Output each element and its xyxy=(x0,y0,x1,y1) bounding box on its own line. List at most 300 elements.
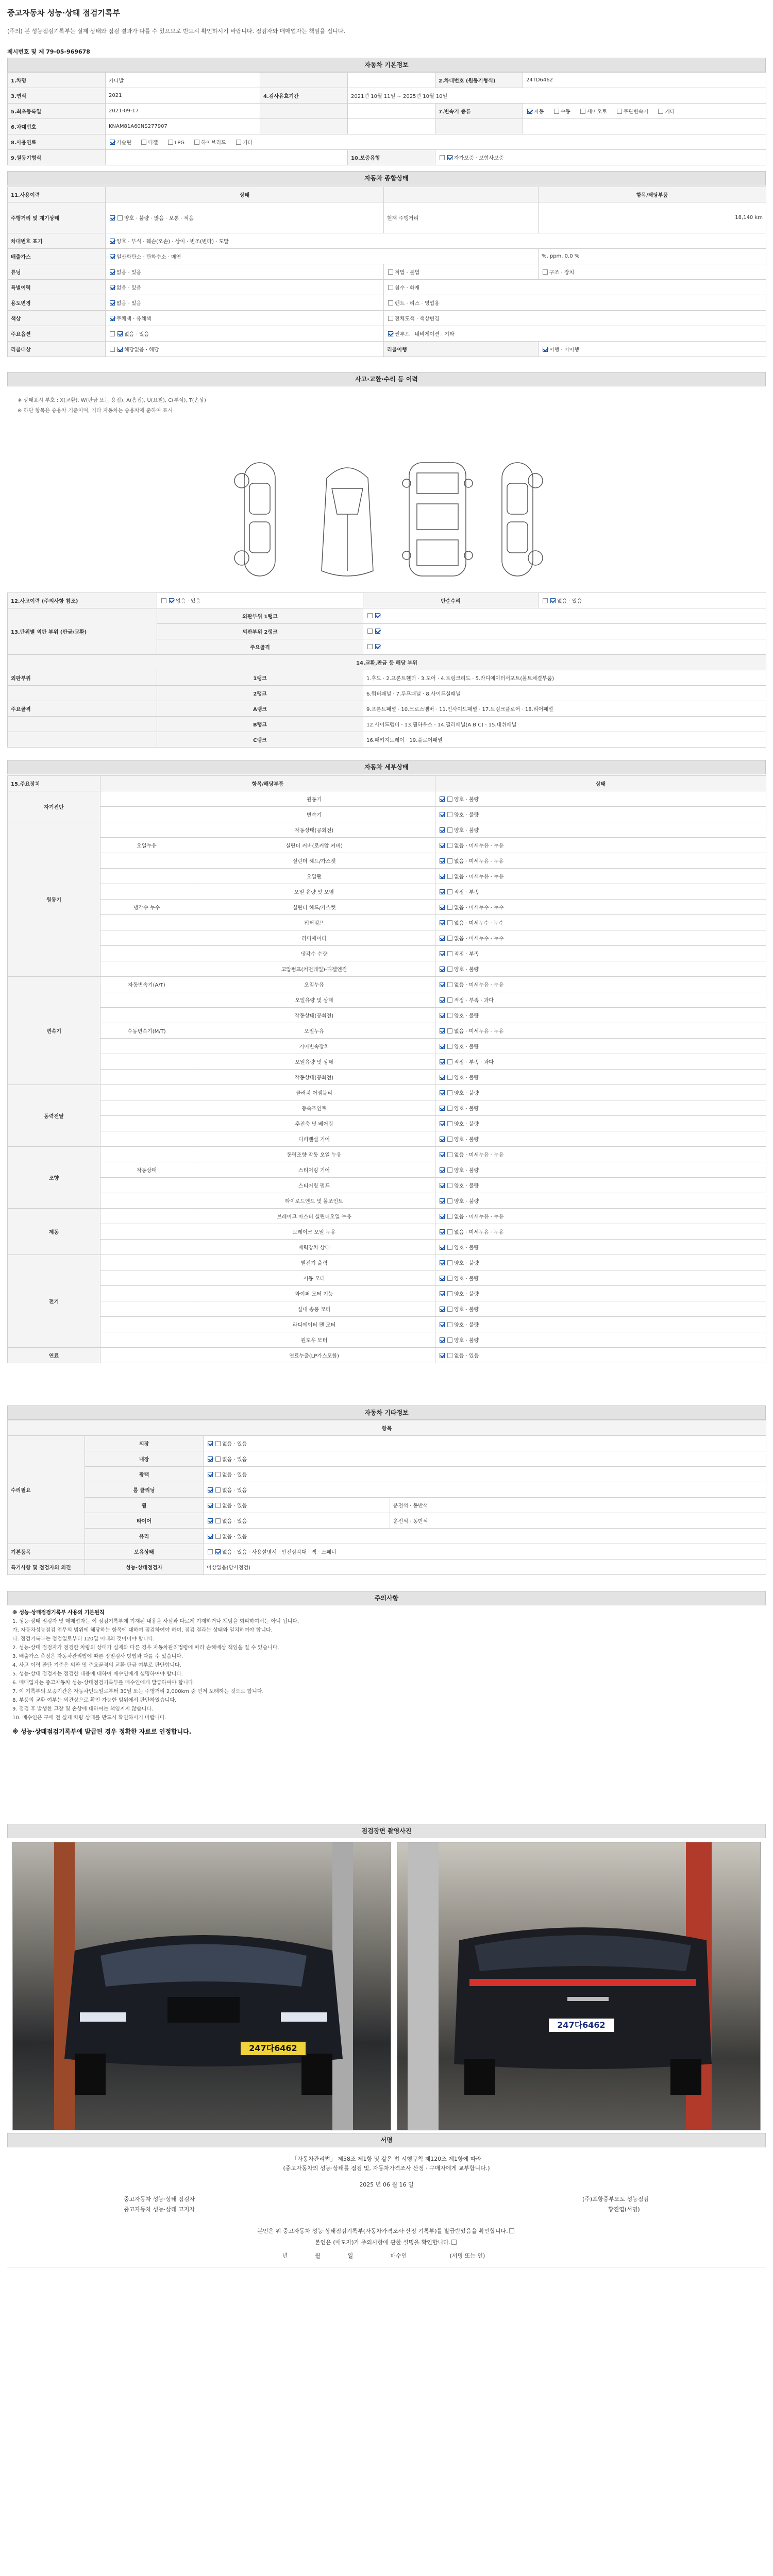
checkbox[interactable] xyxy=(554,109,559,114)
detail-item-label: 오일 유량 및 오염 xyxy=(193,884,435,900)
caution-list: ※ 성능·상태점검기록부 사용의 기본원칙 1. 성능·상태 점검자 및 매매업자는 이 점검기록부에 기재된 내용을 사실과 다르게 기재하거나 책임을 회피하여서는 아니 됩니다. 가. 자동차성능점검 업무의 범위에 해당하는 항목에 대하여 점검하여야 하며, 점검 결과는 상태와 일치하여야 합니다. 나. 점검기록부는 점검일로부터 120일 이내의 것이어야 합니다. 2. 성능·상태 점검자가 점검한 차량의 상태가 실제와 다른 경우 자동차관리법령에 따라 손해배상 책임을 질 수 있습니다. 3. 배출가스 측정은 자동차관리법에 따른 정밀검사 방법과 다를 수 있습니다. 4. 사고 이력 판단 기준은 외판 및 주요골격의 교환·판금 여부로 판단합니다. 5. 성능·상태 점검자는 점검한 내용에 대하여 매수인에게 설명하여야 합니다. 6. 매매업자는 중고자동차 성능·상태점검기록부를 매수인에게 발급하여야 합니다. 7. 이 기록부의 보증기간은 자동차인도일로부터 30일 또는 주행거리 2,000km 중 먼저 도래하는 것으로 합니다. 8. 부품의 교환 여부는 외관상으로 확인 가능한 범위에서 판단하였습니다. 9. 점검 후 발생한 고장 및 손상에 대하여는 책임지지 않습니다. 10. 매수인은 구매 전 실제 차량 상태를 반드시 확인하시기 바랍니다. ※ 성능·상태점검기록부에 발급된 경우 정확한 자료로 인정합니다. xyxy=(12,1610,299,1735)
checkbox[interactable] xyxy=(447,1291,452,1296)
checkbox-checked[interactable] xyxy=(440,997,445,1003)
document-title: 중고자동차 성능·상태 점검기록부 xyxy=(7,8,121,18)
detail-sub-label xyxy=(100,853,193,869)
checkbox-checked[interactable] xyxy=(440,858,445,863)
checkbox-checked[interactable] xyxy=(440,1291,445,1296)
label-inspection-period: 4.검사유효기간 xyxy=(260,88,348,104)
detail-sub-label xyxy=(100,869,193,884)
checkbox[interactable] xyxy=(447,1152,452,1157)
label-year: 3.연식 xyxy=(8,88,106,104)
detail-row xyxy=(8,915,766,930)
detail-sub-label xyxy=(100,1008,193,1023)
checkbox-checked[interactable] xyxy=(440,1307,445,1312)
detail-row xyxy=(8,1209,766,1224)
detail-group-label: 자기진단 xyxy=(8,791,100,822)
detail-item-state: 양호 · 불량 xyxy=(435,1286,766,1301)
detail-item-label: 실내 송풍 모터 xyxy=(193,1301,435,1317)
detail-item-label: 오일유량 및 상태 xyxy=(193,992,435,1008)
detail-item-label: 실린더 헤드/가스켓 xyxy=(193,900,435,915)
section-photos-title: 점검장면 촬영사진 xyxy=(7,1824,766,1838)
detail-row xyxy=(8,1039,766,1054)
car-interior-icon xyxy=(402,463,473,576)
detail-item-state: 양호 · 불량 xyxy=(435,1255,766,1270)
checkbox[interactable] xyxy=(447,827,452,833)
detail-sub-label xyxy=(100,1240,193,1255)
detail-item-label: 시동 모터 xyxy=(193,1270,435,1286)
value-warranty: 자가보증 · 보험사보증 xyxy=(435,150,766,165)
detail-sub-label xyxy=(100,1116,193,1131)
detail-item-state: 양호 · 불량 xyxy=(435,1070,766,1085)
checkbox[interactable] xyxy=(447,1013,452,1018)
rear-license-plate: 247다6462 xyxy=(548,2018,615,2033)
checkbox-checked[interactable] xyxy=(440,967,445,972)
label-recall: 리콜대상 xyxy=(8,342,106,357)
checkbox[interactable] xyxy=(447,1059,452,1064)
label-first-reg: 5.최초등록일 xyxy=(8,104,106,119)
detail-item-label: 변속기 xyxy=(193,807,435,822)
sign-confirm-1: 본인은 위 중고자동차 성능·상태점검기록부(자동차가격조사·산정 기록부)를 발급받았음을 확인합니다. xyxy=(0,2227,773,2235)
detail-item-label: 배력장치 상태 xyxy=(193,1240,435,1255)
value-first-reg: 2021-09-17 xyxy=(106,104,260,119)
detail-group-label: 제동 xyxy=(8,1209,100,1255)
label-engine-type: 9.원동기형식 xyxy=(8,150,106,165)
checkbox-checked[interactable] xyxy=(440,920,445,925)
checkbox[interactable] xyxy=(447,951,452,956)
overall-head-2: 상태 xyxy=(106,187,384,202)
section-other-title: 자동차 기타정보 xyxy=(7,1405,766,1420)
detail-item-state: 없음 · 미세누유 · 누유 xyxy=(435,838,766,853)
detail-row xyxy=(8,1301,766,1317)
checkbox-checked[interactable] xyxy=(440,874,445,879)
detail-item-state: 양호 · 불량 xyxy=(435,807,766,822)
detail-row xyxy=(8,791,766,807)
checkbox-checked[interactable] xyxy=(440,1198,445,1204)
detail-sub-label xyxy=(100,1054,193,1070)
detail-row xyxy=(8,1332,766,1348)
detail-sub-label xyxy=(100,1317,193,1332)
detail-group-label: 조향 xyxy=(8,1147,100,1209)
checkbox-checked[interactable] xyxy=(440,1059,445,1064)
label-color: 색상 xyxy=(8,311,106,326)
section-caution-title: 주의사항 xyxy=(7,1591,766,1605)
detail-sub-label: 작동상태 xyxy=(100,1162,193,1178)
detail-item-label: 워터펌프 xyxy=(193,915,435,930)
detail-item-label: 고압펌프(커먼레일)-디젤엔진 xyxy=(193,961,435,977)
checkbox[interactable] xyxy=(141,140,146,145)
detail-row xyxy=(8,1147,766,1162)
detail-row xyxy=(8,977,766,992)
checkbox[interactable] xyxy=(447,812,452,817)
car-top-front-icon xyxy=(322,468,373,576)
detail-item-state: 양호 · 불량 xyxy=(435,1301,766,1317)
detail-sub-label xyxy=(100,961,193,977)
detail-sub-label xyxy=(100,1100,193,1116)
detail-item-label: 오일팬 xyxy=(193,869,435,884)
detail-item-state: 없음 · 미세누수 · 누수 xyxy=(435,900,766,915)
front-photo xyxy=(12,1842,391,2130)
detail-sub-label xyxy=(100,1131,193,1147)
detail-item-state: 없음 · 미세누수 · 누수 xyxy=(435,930,766,946)
checkbox[interactable] xyxy=(580,109,585,114)
value-year: 2021 xyxy=(106,88,260,104)
detail-item-state: 양호 · 불량 xyxy=(435,1131,766,1147)
detail-row xyxy=(8,853,766,869)
detail-sub-label xyxy=(100,1286,193,1301)
detail-group-label: 변속기 xyxy=(8,977,100,1085)
checkbox-checked[interactable] xyxy=(440,1229,445,1234)
label-options: 주요옵션 xyxy=(8,326,106,342)
checkbox-checked[interactable] xyxy=(440,1322,445,1327)
checkbox-checked[interactable] xyxy=(440,951,445,956)
value-engine-no: 24TD6462 xyxy=(523,73,766,88)
label-fuel: 8.사용연료 xyxy=(8,134,106,150)
detail-item-label: 브레이크 마스터 실린더오일 누유 xyxy=(193,1209,435,1224)
detail-item-state: 없음 · 미세누유 · 누유 xyxy=(435,1209,766,1224)
detail-sub-label xyxy=(100,946,193,961)
detail-item-label: 타이로드엔드 및 볼조인트 xyxy=(193,1193,435,1209)
label-tuning: 튜닝 xyxy=(8,264,106,280)
confirm-checkbox[interactable] xyxy=(509,2228,514,2233)
front-license-plate: 247다6462 xyxy=(240,2041,307,2056)
checkbox-checked[interactable] xyxy=(440,1183,445,1188)
checkbox[interactable] xyxy=(447,920,452,925)
checkbox-checked[interactable] xyxy=(440,1137,445,1142)
detail-item-state: 없음 · 있음 xyxy=(435,1348,766,1363)
detail-item-state: 양호 · 불량 xyxy=(435,1116,766,1131)
detail-table-wrap xyxy=(7,775,766,1363)
checkbox-checked[interactable] xyxy=(527,109,532,114)
sign-notifier-label: 중고자동차 성능·상태 고지자 xyxy=(124,2206,195,2213)
checkbox[interactable] xyxy=(447,1214,452,1219)
detail-sub-label xyxy=(100,1039,193,1054)
checkbox[interactable] xyxy=(447,1353,452,1358)
checkbox[interactable] xyxy=(658,109,663,114)
checkbox-checked[interactable] xyxy=(440,1013,445,1018)
section-detail-title: 자동차 세부상태 xyxy=(7,760,766,774)
detail-item-state: 양호 · 불량 xyxy=(435,1085,766,1100)
checkbox-checked[interactable] xyxy=(440,796,445,802)
doc-no-value: 제 79-05-969678 xyxy=(38,48,90,55)
detail-state-table: 15.주요장치 항목/해당부품 상태 자기진단 원동기 양호 · 불량 변속기 양호 · 불량 원동기 작동상태(공회전) 양호 · 불량 오일누유 실린더 커버(로커암 커버) 없음 · 미세누유 · 누유 실린더 헤드/가스켓 없음 · 미세누유 · 누유 오일팬 없음 · 미세누유 · 누유 오일 유량 및 오염 적정 · 부족 냉각수 누수 실린더 헤드/가스켓 없음 · 미세누수 · 누수 워터펌프 없음 · 미세누수 · 누수 라디에이터 없음 · 미세누수 · 누수 냉각수 수량 적정 · 부족 고압펌프(커먼레일)-디젤엔진 양호 · 불량 변속기 자동변속기(A/T) 오일누유 없음 · 미세누유 · 누유 오일유량 및 상태 적정 · 부족 · 과다 작동상태(공회전) 양호 · 불량 수동변속기(M/T) 오일누유 없음 · 미세누유 · 누유 기어변속장치 양호 · 불량 오일유량 및 상태 적정 · 부족 · 과다 작동상태(공회전) 양호 · 불량 동력전달 클러치 어셈블리 양호 · 불량 등속조인트 양호 · 불량 추진축 및 베어링 양호 · 불량 디퍼렌셜 기어 양호 · 불량 조향 동력조향 작동 오일 누유 없음 · 미세누유 · 누유 작동상태 스티어링 기어 양호 · 불량 스티어링 펌프 양호 · 불량 타이로드엔드 및 볼조인트 양호 · 불량 제동 브레이크 마스터 실린더오일 누유 없음 · 미세누유 · 누유 브레이크 오일 누유 없음 · 미세누유 · 누유 배력장치 상태 양호 · 불량 전기 발전기 출력 양호 · 불량 시동 모터 양호 · 불량 와이퍼 모터 기능 양호 · 불량 실내 송풍 모터 양호 · 불량 라디에이터 팬 모터 양호 · 불량 윈도우 모터 양호 · 불량 연료 연료누출(LP가스포함) 없음 · 있음 xyxy=(7,775,766,1363)
detail-row xyxy=(8,992,766,1008)
detail-group-label: 원동기 xyxy=(8,822,100,977)
detail-item-label: 오일누유 xyxy=(193,1023,435,1039)
checkbox-checked[interactable] xyxy=(440,1214,445,1219)
detail-item-label: 발전기 출력 xyxy=(193,1255,435,1270)
detail-item-state: 없음 · 미세누유 · 누유 xyxy=(435,1224,766,1240)
doc-no-label: 제시번호 및 xyxy=(7,48,37,55)
detail-row xyxy=(8,946,766,961)
detail-row xyxy=(8,1100,766,1116)
front-car-image xyxy=(13,1842,391,2130)
checkbox[interactable] xyxy=(447,905,452,910)
detail-item-label: 와이퍼 모터 기능 xyxy=(193,1286,435,1301)
sign-confirm-2: 본인은 (매도자)가 주의사항에 관한 설명을 확인합니다. xyxy=(0,2238,773,2246)
label-mileage: 주행거리 및 계기상태 xyxy=(8,202,106,233)
checkbox-checked[interactable] xyxy=(440,843,445,848)
detail-item-state: 적정 · 부족 xyxy=(435,884,766,900)
checkbox[interactable] xyxy=(447,874,452,879)
detail-item-label: 윈도우 모터 xyxy=(193,1332,435,1348)
detail-row xyxy=(8,1054,766,1070)
label-special-history: 특별이력 xyxy=(8,280,106,295)
detail-item-state: 양호 · 불량 xyxy=(435,1162,766,1178)
accident-legend-2: ※ 하단 항목은 승용차 기준이며, 기타 자동차는 승용차에 준하여 표시 xyxy=(18,408,173,414)
detail-row xyxy=(8,1085,766,1100)
checkbox[interactable] xyxy=(194,140,199,145)
detail-sub-label xyxy=(100,1070,193,1085)
overall-head-1: 11.사용이력 xyxy=(8,187,106,202)
checkbox-checked[interactable] xyxy=(440,982,445,987)
detail-group-label: 동력전달 xyxy=(8,1085,100,1147)
checkbox[interactable] xyxy=(447,796,452,802)
detail-item-label: 작동상태(공회전) xyxy=(193,1008,435,1023)
checkbox[interactable] xyxy=(447,1245,452,1250)
label-frame-parts: 14.교환,판금 등 해당 부위 xyxy=(8,655,766,670)
overall-head-4: 항목/해당부품 xyxy=(539,187,766,202)
checkbox[interactable] xyxy=(447,1229,452,1234)
detail-row xyxy=(8,1116,766,1131)
checkbox[interactable] xyxy=(447,1044,452,1049)
detail-item-label: 원동기 xyxy=(193,791,435,807)
label-vin-mark: 차대번호 표기 xyxy=(8,233,106,249)
detail-item-state: 없음 · 미세누유 · 누유 xyxy=(435,977,766,992)
detail-item-state: 없음 · 미세누수 · 누수 xyxy=(435,915,766,930)
detail-item-state: 양호 · 불량 xyxy=(435,1240,766,1255)
detail-item-label: 추진축 및 베어링 xyxy=(193,1116,435,1131)
rear-car-image xyxy=(397,1842,761,2130)
checkbox[interactable] xyxy=(617,109,622,114)
detail-sub-label xyxy=(100,1085,193,1100)
checkbox[interactable] xyxy=(447,1307,452,1312)
overall-state-table: 11.사용이력 상태 항목/해당부품 주행거리 및 계기상태 양호 · 불량 · 많음 · 보통 · 적음 현재 주행거리 18,140 km 차대번호 표기 양호 · 부식 · 훼손(오손) · 상이 · 변조(변타) · 도말 배출가스 일산화탄소 · 탄화수소 · 매연 %, ppm, 0.0 % 튜닝 없음 · 있음 적법 · 불법 구조 · 장치 특별이력 없음 · 있음 침수 · 화재 용도변경 없음 · 있음 렌트 · 리스 · 영업용 색상 무채색 · 유채색 전체도색 · 색상변경 주요옵션 없음 · 있음 썬루프 · 네비게이션 · 기타 리콜대상 해당없음 · 해당 리콜이행 이행 · 미이행 xyxy=(7,187,766,357)
car-side-left-icon xyxy=(234,463,275,576)
checkbox[interactable] xyxy=(447,843,452,848)
detail-sub-label xyxy=(100,884,193,900)
detail-row xyxy=(8,961,766,977)
detail-sub-label: 수동변속기(M/T) xyxy=(100,1023,193,1039)
label-vin-engine: 2.차대번호 (원동기형식) xyxy=(435,73,523,88)
checkbox-checked[interactable] xyxy=(110,140,115,145)
checkbox-checked[interactable] xyxy=(440,1090,445,1095)
detail-sub-label xyxy=(100,822,193,838)
checkbox-checked[interactable] xyxy=(440,827,445,833)
checkbox[interactable] xyxy=(447,982,452,987)
detail-row xyxy=(8,1224,766,1240)
detail-item-label: 등속조인트 xyxy=(193,1100,435,1116)
checkbox[interactable] xyxy=(447,1090,452,1095)
checkbox[interactable] xyxy=(447,997,452,1003)
checkbox[interactable] xyxy=(447,1075,452,1080)
checkbox-checked[interactable] xyxy=(440,1106,445,1111)
checkbox-checked[interactable] xyxy=(440,1245,445,1250)
sign-inspector-value: (주)포항중부오토 성능점검 xyxy=(582,2196,649,2202)
checkbox[interactable] xyxy=(168,140,173,145)
detail-sub-label xyxy=(100,1348,193,1363)
detail-sub-label xyxy=(100,1224,193,1240)
checkbox-checked[interactable] xyxy=(440,1152,445,1157)
sign-line-2: (중고자동차의 성능·상태를 점검 및, 자동차가격조사·산정 · 구매자에게 교부합니다.) xyxy=(283,2165,490,2172)
fuel-options: 가솔린 디젤 LPG 하이브리드 기타 xyxy=(106,134,766,150)
detail-sub-label xyxy=(100,1147,193,1162)
checkbox-checked[interactable] xyxy=(440,1337,445,1343)
checkbox[interactable] xyxy=(447,1198,452,1204)
checkbox-checked[interactable] xyxy=(440,936,445,941)
detail-sub-label xyxy=(100,915,193,930)
section-sign-title: 서명 xyxy=(7,2133,766,2147)
detail-row xyxy=(8,838,766,853)
label-transmission: 7.변속기 종류 xyxy=(435,104,523,119)
detail-sub-label: 오일누유 xyxy=(100,838,193,853)
checkbox-checked[interactable] xyxy=(440,1121,445,1126)
label-warranty: 10.보증유형 xyxy=(348,150,435,165)
detail-row xyxy=(8,869,766,884)
detail-item-label: 브레이크 오일 누유 xyxy=(193,1224,435,1240)
section-overall-title: 자동차 종합상태 xyxy=(7,171,766,185)
checkbox[interactable] xyxy=(447,1322,452,1327)
detail-sub-label xyxy=(100,1255,193,1270)
checkbox[interactable] xyxy=(447,1106,452,1111)
label-car-name: 1.차명 xyxy=(8,73,106,88)
detail-sub-label: 냉각수 누수 xyxy=(100,900,193,915)
checkbox[interactable] xyxy=(447,1137,452,1142)
detail-item-label: 냉각수 수량 xyxy=(193,946,435,961)
detail-item-state: 양호 · 불량 xyxy=(435,1317,766,1332)
rear-photo xyxy=(397,1842,761,2130)
detail-sub-label xyxy=(100,1332,193,1348)
detail-item-label: 스티어링 펌프 xyxy=(193,1178,435,1193)
detail-sub-label xyxy=(100,1270,193,1286)
car-side-right-icon xyxy=(502,463,543,576)
label-emission: 배출가스 xyxy=(8,249,106,264)
checkbox-checked[interactable] xyxy=(440,1028,445,1033)
detail-item-state: 없음 · 미세누유 · 누유 xyxy=(435,1023,766,1039)
detail-row xyxy=(8,1255,766,1270)
checkbox-checked[interactable] xyxy=(440,889,445,894)
detail-item-state: 적정 · 부족 · 과다 xyxy=(435,992,766,1008)
detail-sub-label xyxy=(100,1301,193,1317)
section-basic-title: 자동차 기본정보 xyxy=(7,58,766,72)
checkbox[interactable] xyxy=(447,967,452,972)
detail-item-state: 양호 · 불량 xyxy=(435,1332,766,1348)
detail-row xyxy=(8,1023,766,1039)
checkbox[interactable] xyxy=(447,1183,452,1188)
label-simple-repair: 단순수리 xyxy=(363,593,539,608)
detail-item-state: 양호 · 불량 xyxy=(435,961,766,977)
value-inspection-period: 2021년 10월 11일 ~ 2025년 10월 10일 xyxy=(348,88,766,104)
detail-row xyxy=(8,900,766,915)
detail-row xyxy=(8,930,766,946)
detail-item-state: 양호 · 불량 xyxy=(435,1193,766,1209)
detail-sub-label: 자동변속기(A/T) xyxy=(100,977,193,992)
detail-row xyxy=(8,1193,766,1209)
checkbox-checked[interactable] xyxy=(440,1276,445,1281)
detail-item-label: 오일누유 xyxy=(193,977,435,992)
detail-item-state: 없음 · 미세누유 · 누유 xyxy=(435,869,766,884)
detail-sub-label xyxy=(100,807,193,822)
accident-table: 12.사고이력 (주의사항 참조) 없음 · 있음 단순수리 없음 · 있음 13.단위별 외판 부위 (판금/교환) 외판부위 1랭크 외판부위 2랭크 주요골격 14.교환,판금 등 해당 부위 외판부위 1랭크 1.후드 · 2.프론트휀더 · 3.도어 · 4.트렁크리드 · 5.라디에이터서포트(볼트체결부품) 2랭크 6.쿼터패널 · 7.루프패널 · 8.사이드실패널 주요골격 A랭크 9.프론트패널 · 10.크로스멤버 · 11.인사이드패널 · 17.트렁크플로어 · 18.리어패널 B랭크 12.사이드멤버 · 13.휠하우스 · 14.필러패널(A B C) · 15.대쉬패널 C랭크 16.패키지트레이 · 19.플로어패널 xyxy=(7,592,766,748)
detail-sub-label xyxy=(100,791,193,807)
detail-item-label: 스티어링 기어 xyxy=(193,1162,435,1178)
detail-sub-label xyxy=(100,930,193,946)
car-outline-svg xyxy=(7,452,766,581)
detail-row xyxy=(8,1317,766,1332)
document-number xyxy=(7,47,90,56)
detail-row xyxy=(8,807,766,822)
value-vin: KNAM81A60NS277907 xyxy=(106,119,260,134)
detail-item-label: 연료누출(LP가스포함) xyxy=(193,1348,435,1363)
detail-item-label: 라디에이터 팬 모터 xyxy=(193,1317,435,1332)
label-use-change: 용도변경 xyxy=(8,295,106,311)
mileage-value: 18,140 km xyxy=(539,202,766,233)
detail-group-label: 연료 xyxy=(8,1348,100,1363)
detail-item-state: 양호 · 불량 xyxy=(435,822,766,838)
detail-sub-label xyxy=(100,1178,193,1193)
basic-info-table xyxy=(7,72,766,165)
checkbox-checked[interactable] xyxy=(440,905,445,910)
label-accident-history: 12.사고이력 (주의사항 참조) xyxy=(8,593,157,608)
detail-item-state: 양호 · 불량 xyxy=(435,1100,766,1116)
detail-sub-label xyxy=(100,1193,193,1209)
checkbox-checked[interactable] xyxy=(440,1353,445,1358)
checkbox[interactable] xyxy=(447,936,452,941)
detail-sub-label xyxy=(100,992,193,1008)
checkbox[interactable] xyxy=(447,1028,452,1033)
detail-row xyxy=(8,1348,766,1363)
checkbox-checked[interactable] xyxy=(440,812,445,817)
label-vin: 6.차대번호 xyxy=(8,119,106,134)
detail-item-label: 작동상태(공회전) xyxy=(193,1070,435,1085)
checkbox-checked[interactable] xyxy=(440,1260,445,1265)
detail-item-label: 디퍼렌셜 기어 xyxy=(193,1131,435,1147)
value-car-name: 카니발 xyxy=(106,73,260,88)
trans-options: 자동 수동 세미오토 무단변속기 기타 xyxy=(523,104,766,119)
checkbox-checked[interactable] xyxy=(440,1044,445,1049)
detail-item-state: 양호 · 불량 xyxy=(435,1039,766,1054)
mileage-note: 현재 주행거리 xyxy=(384,202,539,233)
checkbox[interactable] xyxy=(236,140,241,145)
checkbox[interactable] xyxy=(447,1276,452,1281)
detail-item-state: 적정 · 부족 xyxy=(435,946,766,961)
accident-legend-1: ※ 상태표시 부호 : X(교환), W(판금 또는 용접), A(흠집), U(요철), C(부식), T(손상) xyxy=(18,398,206,403)
checkbox[interactable] xyxy=(447,1121,452,1126)
detail-item-label: 동력조향 작동 오일 누유 xyxy=(193,1147,435,1162)
checkbox-checked[interactable] xyxy=(440,1075,445,1080)
car-diagram xyxy=(7,452,766,581)
detail-item-label: 오일유량 및 상태 xyxy=(193,1054,435,1070)
checkbox[interactable] xyxy=(447,858,452,863)
detail-item-state: 양호 · 불량 xyxy=(435,791,766,807)
detail-row xyxy=(8,1162,766,1178)
checkbox[interactable] xyxy=(447,1337,452,1343)
detail-item-state: 양호 · 불량 xyxy=(435,1178,766,1193)
detail-row xyxy=(8,884,766,900)
confirm-checkbox-2[interactable] xyxy=(451,2240,457,2245)
other-info-table: 항목 수리필요 외장 없음 · 있음 내장 없음 · 있음 광택 없음 · 있음 룸 클리닝 없음 · 있음 휠 없음 · 있음 운전석 · 동반석 타이어 없음 · 있음 운전석 · 동반석 유리 없음 · 있음 기본품목 보유상태 없음 · 있음 · 사용설명서 · 안전삼각대 · 잭 · 스패너 특기사항 및 점검자의 의견 성능·상태점검자 이상없음(당사점검) xyxy=(7,1420,766,1575)
sign-date: 2025 년 06 월 16 일 xyxy=(359,2181,414,2188)
detail-item-label: 실린더 커버(로커암 커버) xyxy=(193,838,435,853)
detail-item-state: 적정 · 부족 · 과다 xyxy=(435,1054,766,1070)
checkbox-checked[interactable] xyxy=(440,1167,445,1173)
checkbox[interactable] xyxy=(447,889,452,894)
checkbox[interactable] xyxy=(447,1167,452,1173)
checkbox[interactable] xyxy=(447,1260,452,1265)
detail-row xyxy=(8,1240,766,1255)
detail-row xyxy=(8,1008,766,1023)
label-outer-panel: 13.단위별 외판 부위 (판금/교환) xyxy=(8,608,157,655)
